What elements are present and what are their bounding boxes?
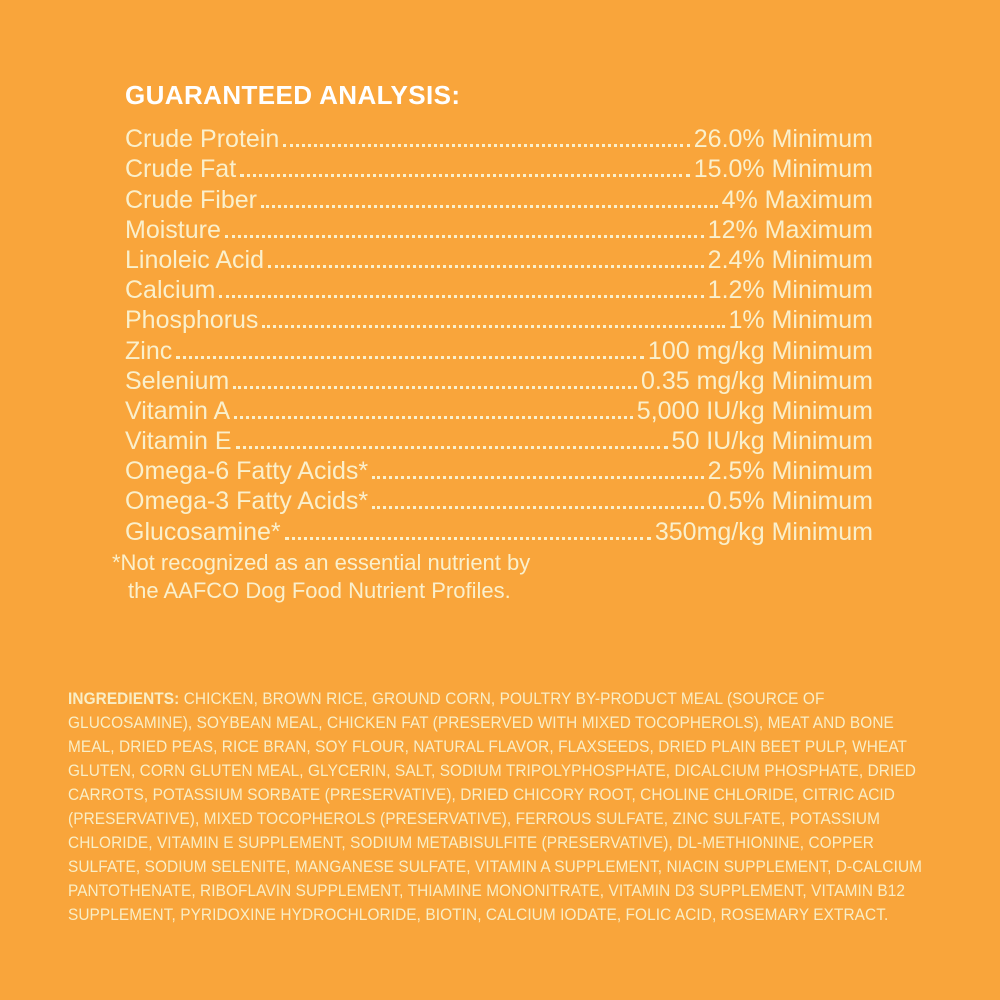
analysis-row [125, 396, 873, 426]
aafco-footnote [112, 549, 632, 605]
dotted-leader [372, 506, 704, 509]
nutrient-value: 100 mg/kg Minimum [647, 336, 873, 365]
dotted-leader [176, 356, 644, 359]
guaranteed-analysis-section [125, 80, 873, 547]
nutrient-name: Omega-3 Fatty Acids* [125, 487, 369, 516]
ingredients-label: INGREDIENTS: [68, 689, 180, 708]
dotted-leader [372, 476, 704, 479]
dotted-leader [219, 295, 703, 298]
nutrient-value: 350mg/kg Minimum [654, 517, 873, 546]
nutrient-name: Phosphorus [125, 306, 259, 335]
analysis-row [125, 275, 873, 305]
ingredients-paragraph [68, 687, 930, 927]
ingredients-text: CHICKEN, BROWN RICE, GROUND CORN, POULTRY BY-PRODUCT MEAL (SOURCE OF GLUCOSAMINE), SOYBEAN MEAL, CHICKEN FAT (PRESERVED WITH MIXED TOCOPHEROLS), MEAT AND BONE MEAL, DRIED PEAS, RICE BRAN, SOY FLOUR, NATURAL FLAVOR, FLAXSEEDS, DRIED PLAIN BEET PULP, WHEAT GLUTEN, CORN GLUTEN MEAL, GLYCERIN, SALT, SODIUM TRIPOLYPHOSPHATE, DICALCIUM PHOSPHATE, DRIED CARROTS, POTASSIUM SORBATE (PRESERVATIVE), DRIED CHICORY ROOT, CHOLINE CHLORIDE, CITRIC ACID (PRESERVATIVE), MIXED TOCOPHEROLS (PRESERVATIVE), FERROUS SULFATE, ZINC SULFATE, POTASSIUM CHLORIDE, VITAMIN E SUPPLEMENT, SODIUM METABISULFITE (PRESERVATIVE), DL-METHIONINE, COPPER SULFATE, SODIUM SELENITE, MANGANESE SULFATE, VITAMIN A SUPPLEMENT, NIACIN SUPPLEMENT, D-CALCIUM PANTOTHENATE, RIBOFLAVIN SUPPLEMENT, THIAMINE MONONITRATE, VITAMIN D3 SUPPLEMENT, VITAMIN B12 SUPPLEMENT, PYRIDOXINE HYDROCHLORIDE, BIOTIN, CALCIUM IODATE, FOLIC ACID, ROSEMARY EXTRACT. [68, 689, 923, 924]
dotted-leader [236, 446, 668, 449]
nutrient-name: Vitamin A [125, 396, 231, 425]
nutrient-name: Crude Fiber [125, 185, 257, 214]
nutrient-value: 26.0% Minimum [693, 125, 873, 154]
dotted-leader [268, 265, 704, 268]
analysis-row [125, 516, 873, 546]
dotted-leader [234, 416, 633, 419]
nutrient-value: 0.5% Minimum [707, 487, 873, 516]
analysis-row [125, 486, 873, 516]
dotted-leader [233, 386, 637, 389]
nutrient-value: 2.5% Minimum [707, 457, 873, 486]
nutrient-name: Crude Protein [125, 125, 280, 154]
analysis-row [125, 305, 873, 335]
nutrient-value: 12% Maximum [707, 215, 873, 244]
analysis-row [125, 124, 873, 154]
dotted-leader [262, 325, 724, 328]
nutrient-value: 1.2% Minimum [707, 276, 873, 305]
dotted-leader [283, 144, 690, 147]
nutrient-value: 0.35 mg/kg Minimum [640, 366, 873, 395]
nutrient-name: Calcium [125, 276, 216, 305]
nutrient-value: 15.0% Minimum [693, 155, 873, 184]
analysis-row [125, 366, 873, 396]
aafco-footnote-line2: the AAFCO Dog Food Nutrient Profiles. [128, 578, 511, 603]
nutrient-name: Glucosamine* [125, 517, 281, 546]
nutrient-value: 50 IU/kg Minimum [671, 427, 873, 456]
analysis-row [125, 335, 873, 365]
nutrient-value: 4% Maximum [721, 185, 873, 214]
analysis-row [125, 154, 873, 184]
nutrient-name: Linoleic Acid [125, 245, 264, 274]
analysis-row [125, 215, 873, 245]
analysis-row [125, 426, 873, 456]
nutrient-value: 1% Minimum [728, 306, 873, 335]
guaranteed-analysis-table [125, 124, 873, 547]
nutrient-name: Selenium [125, 366, 230, 395]
nutrient-name: Moisture [125, 215, 221, 244]
dotted-leader [261, 205, 718, 208]
guaranteed-analysis-heading: GUARANTEED ANALYSIS: [125, 80, 461, 110]
nutrient-name: Zinc [125, 336, 173, 365]
aafco-footnote-line1: *Not recognized as an essential nutrient by [112, 550, 531, 575]
nutrient-name: Vitamin E [125, 427, 232, 456]
dotted-leader [225, 235, 704, 238]
nutrient-value: 5,000 IU/kg Minimum [636, 396, 873, 425]
analysis-row [125, 245, 873, 275]
analysis-row [125, 184, 873, 214]
nutrient-name: Omega-6 Fatty Acids* [125, 457, 369, 486]
nutrient-value: 2.4% Minimum [707, 245, 873, 274]
analysis-row [125, 456, 873, 486]
dotted-leader [285, 537, 651, 540]
dotted-leader [240, 174, 690, 177]
nutrient-name: Crude Fat [125, 155, 237, 184]
